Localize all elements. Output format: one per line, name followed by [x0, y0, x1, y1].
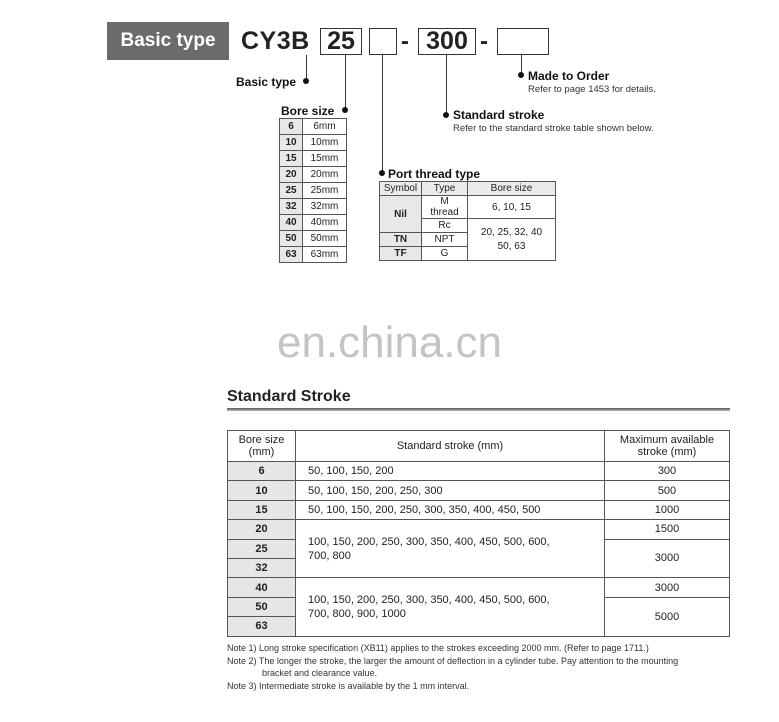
bore-mm: 40mm — [303, 215, 347, 231]
separator-dash: - — [401, 28, 409, 55]
max-stroke-cell: 500 — [605, 481, 730, 500]
stroke-cell: 50, 100, 150, 200, 250, 300 — [296, 481, 605, 500]
bore-mm: 25mm — [303, 183, 347, 199]
bore-cell-line: 50, 63 — [497, 241, 526, 252]
stroke-line: 700, 800 — [308, 549, 351, 562]
table-row — [280, 231, 347, 247]
basic-type-badge: Basic type — [107, 22, 229, 60]
table-row — [228, 500, 730, 519]
table-row — [228, 481, 730, 500]
table-row — [228, 462, 730, 481]
bore-cell: 63 — [228, 617, 296, 636]
type-cell: NPT — [422, 233, 468, 247]
port-code-box — [369, 28, 397, 55]
table-row — [280, 151, 347, 167]
stroke-line: 700, 800, 900, 1000 — [308, 607, 406, 620]
made-to-order-label: Made to Order — [528, 69, 610, 83]
bore-code-box: 25 — [320, 28, 362, 55]
table-row — [228, 578, 730, 597]
basic-type-dot — [303, 78, 309, 84]
header-line: stroke (mm) — [637, 446, 697, 458]
port-thread-leader — [382, 55, 383, 173]
bore-mm: 10mm — [303, 135, 347, 151]
bore-size-table — [279, 118, 347, 263]
bore-size-label: Bore size — [281, 104, 335, 118]
bore-code: 20 — [280, 167, 303, 183]
type-cell: G — [422, 247, 468, 261]
model-code: CY3B — [241, 27, 310, 55]
table-header-row — [380, 182, 556, 196]
column-header-bore — [228, 431, 296, 462]
bore-cell: 10 — [228, 481, 296, 500]
separator-dash: - — [480, 28, 488, 55]
stroke-cell — [296, 520, 605, 578]
header-line: (mm) — [248, 446, 275, 458]
bore-size-leader — [345, 55, 346, 110]
table-row — [280, 183, 347, 199]
bore-cell: 50 — [228, 597, 296, 616]
basic-type-label: Basic type — [236, 75, 297, 89]
column-header-max — [605, 431, 730, 462]
bore-code: 6 — [280, 119, 303, 135]
bore-cell: 15 — [228, 500, 296, 519]
bore-code: 40 — [280, 215, 303, 231]
standard-stroke-table — [227, 430, 730, 637]
column-header: Bore size — [468, 182, 556, 196]
made-to-order-note: Refer to page 1453 for details. — [528, 84, 656, 95]
stroke-cell: 50, 100, 150, 200, 250, 300, 350, 400, 450, 500 — [296, 500, 605, 519]
section-rule — [227, 408, 730, 411]
note-2: Note 2) The longer the stroke, the larger the amount of deflection in a cylinder tube. Pay attention to the mounting — [227, 656, 679, 666]
port-thread-table — [379, 181, 556, 261]
bore-cell: 25 — [228, 539, 296, 558]
port-thread-label: Port thread type — [388, 167, 481, 181]
bore-code: 50 — [280, 231, 303, 247]
bore-cell: 32 — [228, 558, 296, 577]
bore-mm: 15mm — [303, 151, 347, 167]
bore-code: 15 — [280, 151, 303, 167]
max-stroke-cell: 1000 — [605, 500, 730, 519]
note-2-continued: bracket and clearance value. — [262, 668, 378, 678]
stroke-code-box: 300 — [418, 28, 476, 55]
max-stroke-cell: 3000 — [605, 539, 730, 578]
max-stroke-cell: 1500 — [605, 520, 730, 539]
bore-size-dot — [342, 107, 348, 113]
standard-stroke-label: Standard stroke — [453, 108, 545, 122]
symbol-cell: TF — [380, 247, 422, 261]
bore-cell-line: 20, 25, 32, 40 — [480, 227, 543, 238]
section-title: Standard Stroke — [227, 388, 351, 405]
watermark: en.china.cn — [276, 318, 503, 367]
max-stroke-cell: 300 — [605, 462, 730, 481]
bore-cell: 40 — [228, 578, 296, 597]
standard-stroke-dot — [443, 112, 449, 118]
stroke-line: 100, 150, 200, 250, 300, 350, 400, 450, 500, 600, — [308, 593, 550, 606]
standard-stroke-note: Refer to the standard stroke table shown below. — [453, 123, 654, 134]
table-row — [280, 135, 347, 151]
type-cell: M thread — [422, 196, 468, 219]
max-stroke-cell: 3000 — [605, 578, 730, 597]
symbol-cell: TN — [380, 233, 422, 247]
table-row — [280, 215, 347, 231]
table-row — [280, 167, 347, 183]
bore-code: 25 — [280, 183, 303, 199]
bore-mm: 50mm — [303, 231, 347, 247]
bore-code: 63 — [280, 247, 303, 263]
stroke-cell — [296, 578, 605, 636]
port-thread-dot — [379, 170, 385, 176]
bore-code: 32 — [280, 199, 303, 215]
bore-mm: 20mm — [303, 167, 347, 183]
type-cell: Rc — [422, 219, 468, 233]
table-row — [380, 196, 556, 219]
table-row — [228, 520, 730, 539]
bore-code: 10 — [280, 135, 303, 151]
column-header: Symbol — [380, 182, 422, 196]
header-line: Maximum available — [619, 434, 715, 446]
table-row — [280, 247, 347, 263]
order-code-box — [497, 28, 549, 55]
symbol-cell: Nil — [380, 196, 422, 233]
column-header: Type — [422, 182, 468, 196]
bore-cell: 6, 10, 15 — [468, 196, 556, 219]
stroke-cell: 50, 100, 150, 200 — [296, 462, 605, 481]
bore-mm: 6mm — [303, 119, 347, 135]
note-1: Note 1) Long stroke specification (XB11) applies to the strokes exceeding 2000 mm. (Refer to page 1711.) — [227, 643, 649, 653]
column-header-stroke: Standard stroke (mm) — [296, 431, 605, 462]
bore-cell: 6 — [228, 462, 296, 481]
table-header-row — [228, 431, 730, 462]
standard-stroke-leader — [446, 55, 447, 115]
table-row — [280, 119, 347, 135]
bore-mm: 32mm — [303, 199, 347, 215]
note-3: Note 3) Intermediate stroke is available by the 1 mm interval. — [227, 681, 470, 691]
max-stroke-cell: 5000 — [605, 597, 730, 636]
header-line: Bore size — [238, 434, 285, 446]
table-row — [280, 199, 347, 215]
bore-cell: 20 — [228, 520, 296, 539]
bore-mm: 63mm — [303, 247, 347, 263]
made-to-order-dot — [518, 72, 524, 78]
bore-cell — [468, 219, 556, 261]
stroke-line: 100, 150, 200, 250, 300, 350, 400, 450, 500, 600, — [308, 535, 550, 548]
